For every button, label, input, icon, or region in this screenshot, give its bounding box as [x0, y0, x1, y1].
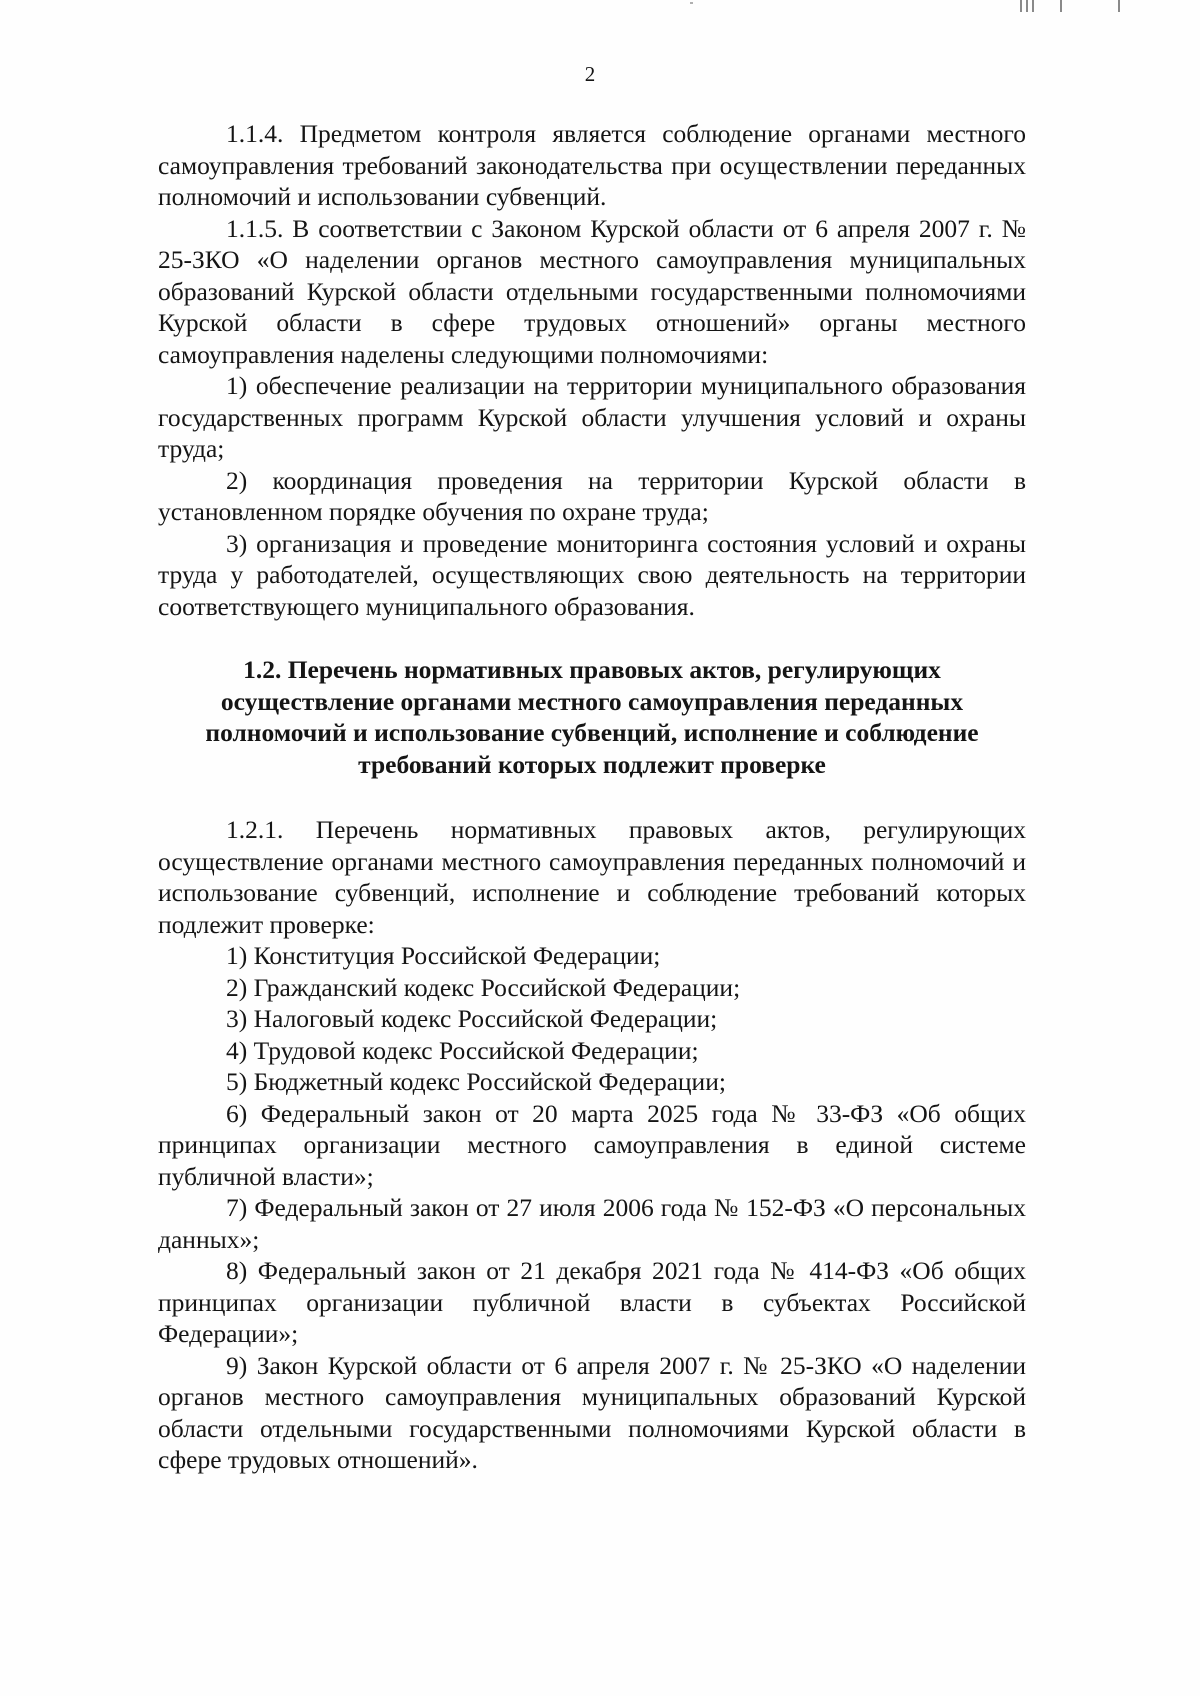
- act-item-1: 1) Конституция Российской Федерации;: [226, 941, 661, 970]
- act-item-9: 9) Закон Курской области от 6 апреля 2007 г. № 25-ЗКО «О наделении органов местного самоуправления муниципальных образований Курской области отдельными государственными полномочиями Курской области в сфере трудовых отношений».: [158, 1350, 1026, 1474]
- power-item-3: 3) организация и проведение мониторинга состояния условий и охраны труда у работодателей, осуществляющих свою деятельность на территории соответствующего муниципального образования.: [158, 528, 1026, 621]
- act-item-4: 4) Трудовой кодекс Российской Федерации;: [226, 1035, 699, 1065]
- act-item-8: 8) Федеральный закон от 21 декабря 2021 года № 414-ФЗ «Об общих принципах организации публичной власти в субъектах Российской Федерации»;: [158, 1256, 1026, 1348]
- act-item-7: 7) Федеральный закон от 27 июля 2006 года № 152-ФЗ «О персональных данных»;: [158, 1193, 1026, 1254]
- document-body: [158, 118, 1026, 1476]
- section-heading-1-2: 1.2. Перечень нормативных правовых актов, регулирующих осуществление органами местного самоуправления переданных полномочий и использование субвенций, исполнение и соблюдение требований которых подлежит проверке: [205, 655, 979, 779]
- act-item-3: 3) Налоговый кодекс Российской Федерации;: [226, 1004, 718, 1033]
- paragraph-1-2-1: 1.2.1. Перечень нормативных правовых актов, регулирующих осуществление органами местного самоуправления переданных полномочий и использование субвенций, исполнение и соблюдение требований которых подлежит проверке:: [158, 815, 1026, 939]
- paragraph-1-1-4: 1.1.4. Предметом контроля является соблюдение органами местного самоуправления требований законодательства при осуществлении переданных полномочий и использовании субвенций.: [158, 119, 1026, 211]
- scan-artifact: [690, 2, 693, 4]
- act-item-6: 6) Федеральный закон от 20 марта 2025 года № 33-ФЗ «Об общих принципах организации местного самоуправления в единой системе публичной власти»;: [158, 1098, 1026, 1191]
- page-number: 2: [584, 62, 596, 86]
- act-item-2: 2) Гражданский кодекс Российской Федерации;: [226, 972, 741, 1002]
- paragraph-1-1-5: 1.1.5. В соответствии с Законом Курской области от 6 апреля 2007 г. № 25-ЗКО «О наделении органов местного самоуправления муниципальных образований Курской области отдельными государственными полномочиями Курской области в сфере трудовых отношений» органы местного самоуправления наделены следующими полномочиями:: [158, 213, 1026, 369]
- act-item-5: 5) Бюджетный кодекс Российской Федерации;: [226, 1067, 726, 1096]
- scan-edge-marks: [1020, 0, 1140, 14]
- power-item-1: 1) обеспечение реализации на территории муниципального образования государственных программ Курской области улучшения условий и охраны труда;: [158, 371, 1026, 463]
- power-item-2: 2) координация проведения на территории Курской области в установленном порядке обучения по охране труда;: [158, 465, 1026, 526]
